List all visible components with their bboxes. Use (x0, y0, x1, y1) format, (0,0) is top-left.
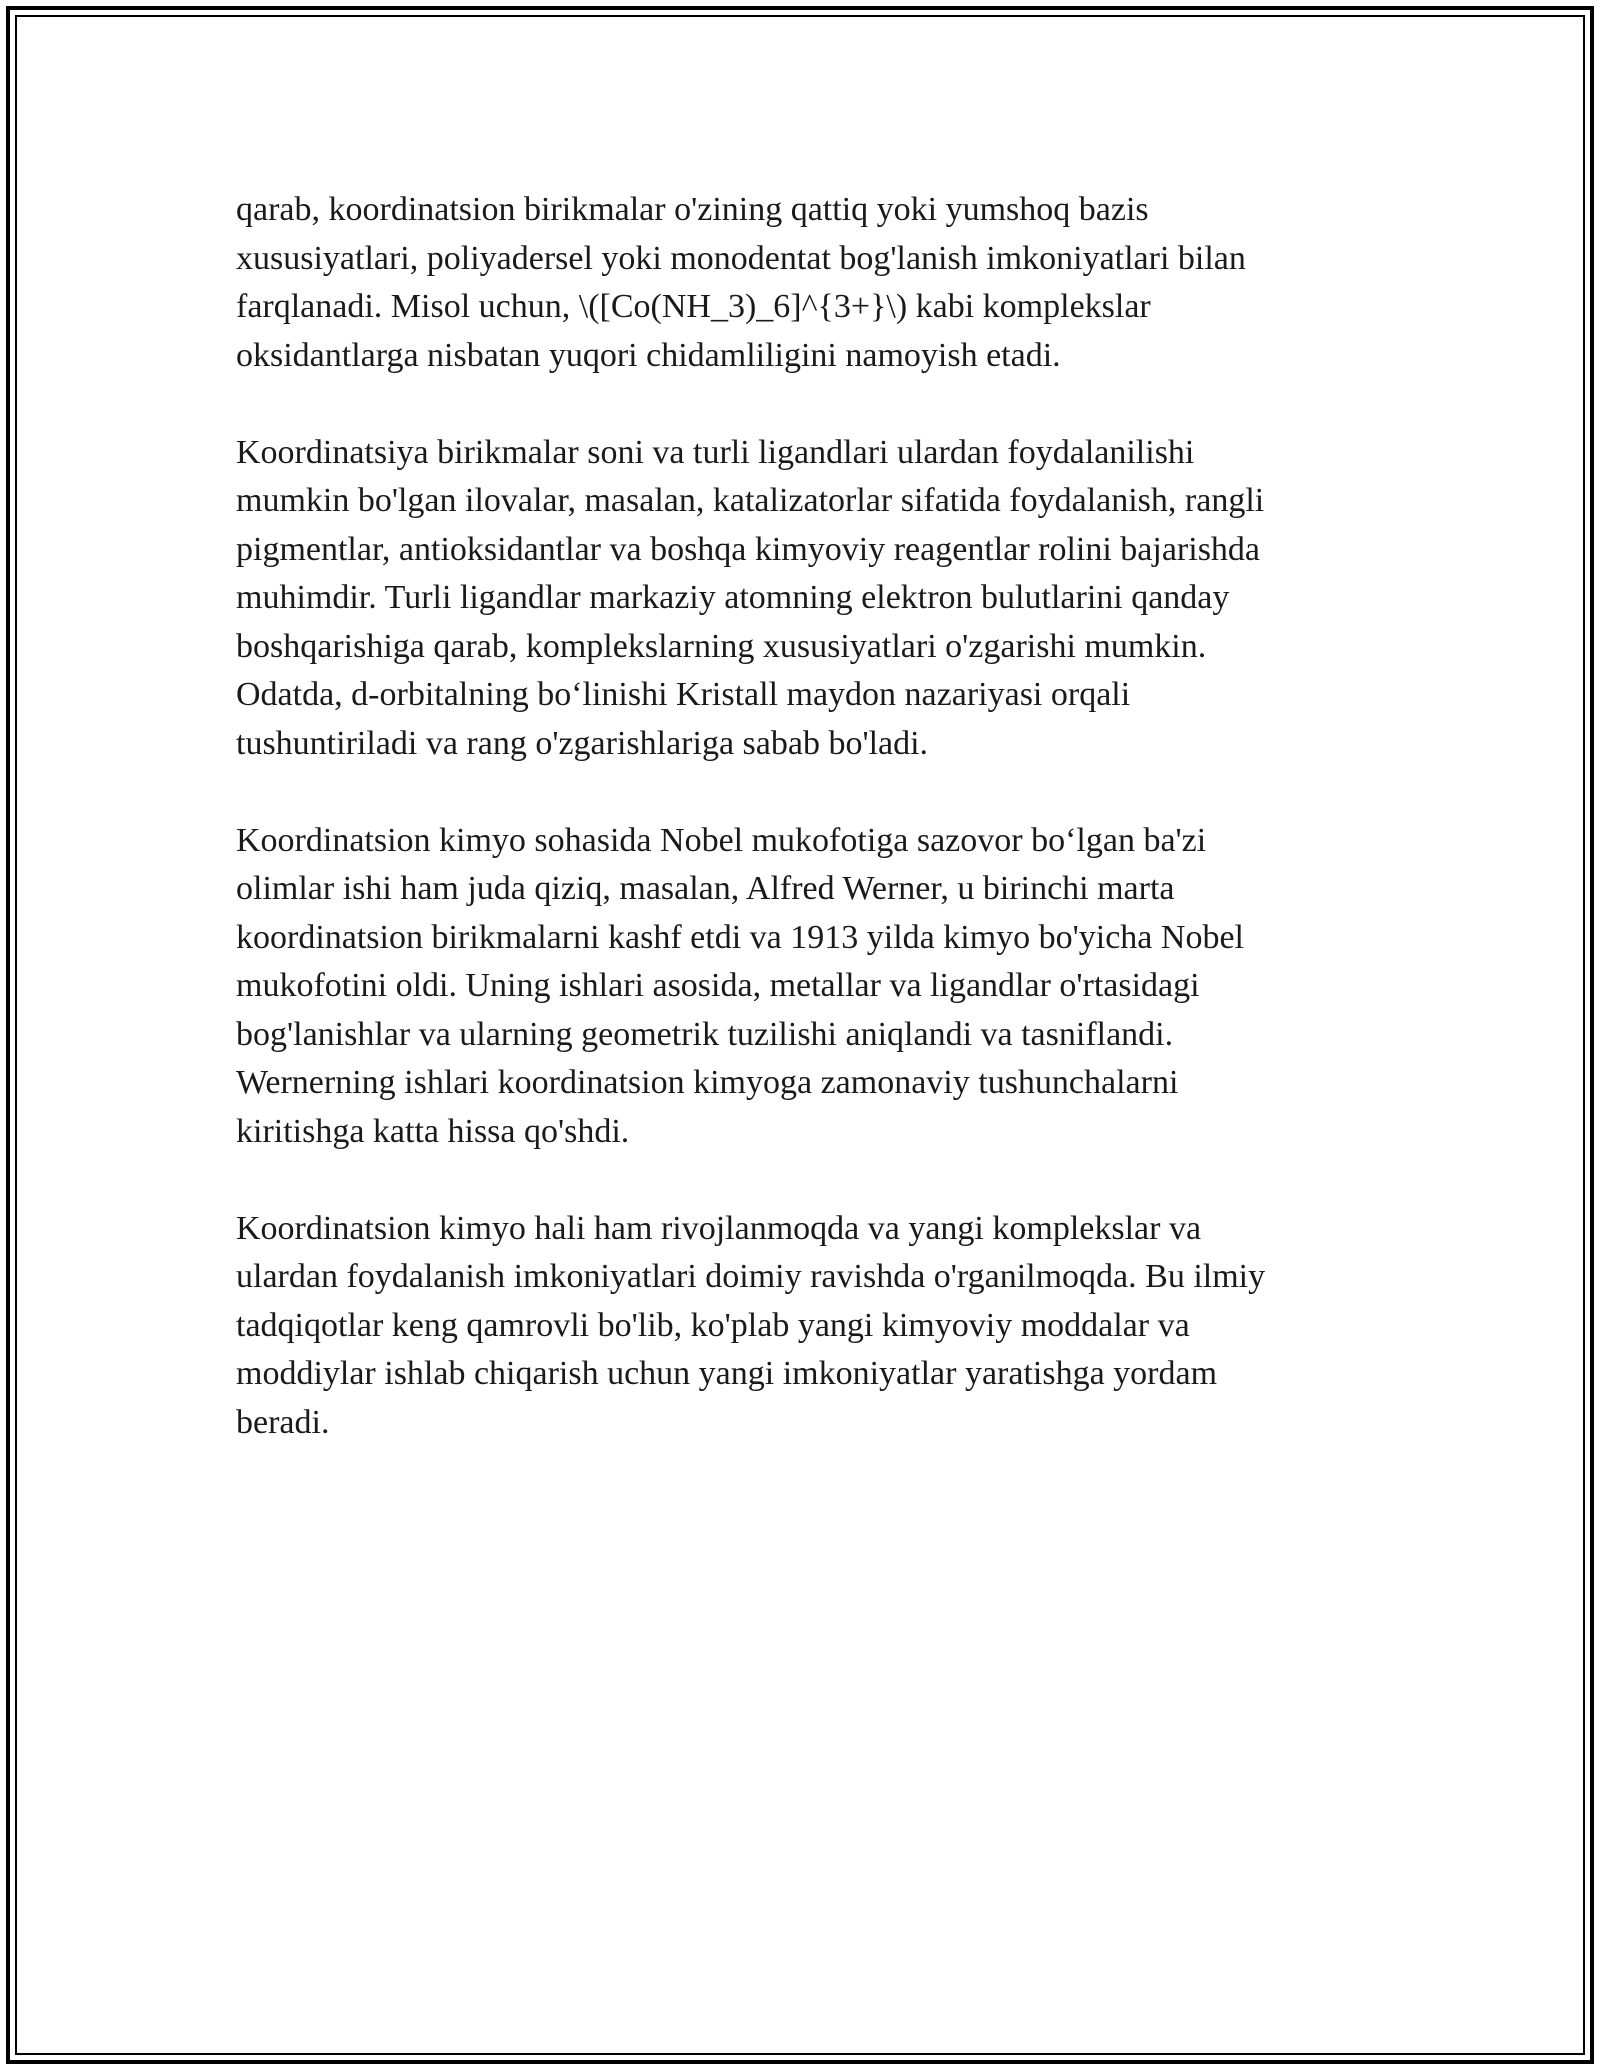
text-line: tadqiqotlar keng qamrovli bo'lib, ko'plab yangi kimyoviy moddalar va (236, 1306, 1190, 1344)
text-line: farqlanadi. Misol uchun, \([Co(NH_3)_6]^{3+}\) kabi komplekslar (236, 288, 1151, 325)
text-line: olimlar ishi ham juda qiziq, masalan, Alfred Werner, u birinchi marta (236, 870, 1175, 907)
paragraph-4 (236, 1205, 1366, 1448)
text-line: Wernerning ishlari koordinatsion kimyoga zamonaviy tushunchalarni (236, 1064, 1179, 1101)
text-line: beradi. (236, 1403, 330, 1441)
paragraph-2 (236, 429, 1366, 769)
text-line: bog'lanishlar va ularning geometrik tuzilishi aniqlandi va tasniflandi. (236, 1015, 1174, 1053)
text-line: ulardan foydalanish imkoniyatlari doimiy ravishda o'rganilmoqda. Bu ilmiy (236, 1258, 1266, 1295)
text-line: moddiylar ishlab chiqarish uchun yangi imkoniyatlar yaratishga yordam (236, 1355, 1218, 1392)
document-body (236, 186, 1366, 1496)
text-line: tushuntiriladi va rang o'zgarishlariga sabab bo'ladi. (236, 724, 929, 762)
text-line: Koordinatsiya birikmalar soni va turli ligandlari ulardan foydalanilishi (236, 433, 1195, 471)
text-line: muhimdir. Turli ligandlar markaziy atomning elektron bulutlarini qanday (236, 579, 1230, 616)
text-line: kiritishga katta hissa qo'shdi. (236, 1112, 630, 1150)
paragraph-1 (236, 186, 1366, 380)
text-line: oksidantlarga nisbatan yuqori chidamliligini namoyish etadi. (236, 336, 1061, 374)
text-line: Koordinatsion kimyo hali ham rivojlanmoqda va yangi komplekslar va (236, 1209, 1202, 1247)
text-line: pigmentlar, antioksidantlar va boshqa kimyoviy reagentlar rolini bajarishda (236, 530, 1261, 568)
text-line: Odatda, d-orbitalning bo‘linishi Kristall maydon nazariyasi orqali (236, 676, 1131, 713)
text-line: qarab, koordinatsion birikmalar o'zining qattiq yoki yumshoq bazis (236, 191, 1149, 228)
text-line: mukofotini oldi. Uning ishlari asosida, metallar va ligandlar o'rtasidagi (236, 967, 1200, 1004)
text-line: boshqarishiga qarab, komplekslarning xususiyatlari o'zgarishi mumkin. (236, 627, 1207, 665)
paragraph-3 (236, 817, 1366, 1157)
text-line: mumkin bo'lgan ilovalar, masalan, katalizatorlar sifatida foydalanish, rangli (236, 482, 1265, 519)
text-line: Koordinatsion kimyo sohasida Nobel mukofotiga sazovor bo‘lgan ba'zi (236, 821, 1207, 859)
text-line: koordinatsion birikmalarni kashf etdi va 1913 yilda kimyo bo'yicha Nobel (236, 918, 1244, 956)
text-line: xususiyatlari, poliyadersel yoki monodentat bog'lanish imkoniyatlari bilan (236, 239, 1246, 277)
